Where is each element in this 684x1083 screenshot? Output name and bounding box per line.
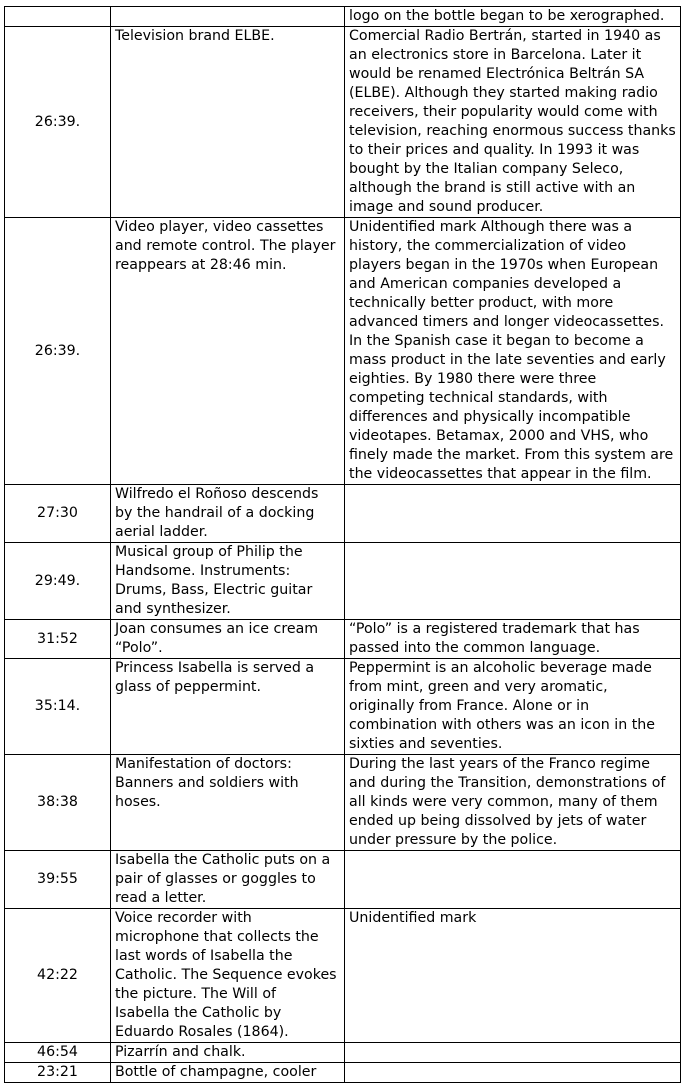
scene-cell: Pizarrín and chalk.: [111, 1043, 345, 1063]
table-row: [5, 620, 681, 659]
note-cell: [345, 1043, 681, 1063]
timecode-cell: 42:22: [5, 909, 111, 1043]
timecode-cell: 39:55: [5, 851, 111, 909]
note-cell: Peppermint is an alcoholic beverage made from mint, green and very aromatic, originally from France. Alone or in combination with others was an icon in the sixties and seventies.: [345, 659, 681, 755]
timecode-cell: 26:39.: [5, 27, 111, 218]
table-row: [5, 909, 681, 1043]
timecode-cell: 23:21: [5, 1063, 111, 1083]
table-row: [5, 218, 681, 485]
scene-cell: Isabella the Catholic puts on a pair of glasses or goggles to read a letter.: [111, 851, 345, 909]
scene-cell: [111, 7, 345, 27]
scene-cell: Manifestation of doctors: Banners and soldiers with hoses.: [111, 755, 345, 851]
scene-cell: Bottle of champagne, cooler: [111, 1063, 345, 1083]
scene-cell: Musical group of Philip the Handsome. Instruments: Drums, Bass, Electric guitar and synthesizer.: [111, 543, 345, 620]
table-row: [5, 485, 681, 543]
timecode-cell: 35:14.: [5, 659, 111, 755]
note-cell: [345, 543, 681, 620]
scene-cell: Television brand ELBE.: [111, 27, 345, 218]
note-cell: logo on the bottle began to be xerographed.: [345, 7, 681, 27]
timecode-cell: 46:54: [5, 1043, 111, 1063]
table-row: [5, 543, 681, 620]
timecode-cell: 26:39.: [5, 218, 111, 485]
table-row: [5, 851, 681, 909]
note-cell: Comercial Radio Bertrán, started in 1940 as an electronics store in Barcelona. Later it would be renamed Electrónica Beltrán SA (ELBE). Although they started making radio receivers, their popularity would come with television, reaching enormous success thanks to their prices and quality. In 1993 it was bought by the Italian company Seleco, although the brand is still active with an image and sound producer.: [345, 27, 681, 218]
note-cell: During the last years of the Franco regime and during the Transition, demonstrations of all kinds were very common, many of them ended up being dissolved by jets of water under pressure by the police.: [345, 755, 681, 851]
note-cell: Unidentified mark: [345, 909, 681, 1043]
table-row: [5, 659, 681, 755]
timecode-cell: 38:38: [5, 755, 111, 851]
scene-cell: Princess Isabella is served a glass of peppermint.: [111, 659, 345, 755]
table-row: [5, 1043, 681, 1063]
timecode-cell: 29:49.: [5, 543, 111, 620]
timecode-cell: [5, 7, 111, 27]
table-row: [5, 7, 681, 27]
note-cell: [345, 851, 681, 909]
timecode-cell: 27:30: [5, 485, 111, 543]
timecode-cell: 31:52: [5, 620, 111, 659]
table-row: [5, 27, 681, 218]
table-row: [5, 755, 681, 851]
props-table: [4, 6, 681, 1083]
note-cell: Unidentified mark Although there was a history, the commercialization of video players began in the 1970s when European and American companies developed a technically better product, with more advanced timers and longer videocassettes. In the Spanish case it began to become a mass product in the late seventies and early eighties. By 1980 there were three competing technical standards, with differences and physically incompatible videotapes. Betamax, 2000 and VHS, who finely made the market. From this system are the videocassettes that appear in the film.: [345, 218, 681, 485]
note-cell: “Polo” is a registered trademark that has passed into the common language.: [345, 620, 681, 659]
scene-cell: Joan consumes an ice cream “Polo”.: [111, 620, 345, 659]
scene-cell: Wilfredo el Roñoso descends by the handrail of a docking aerial ladder.: [111, 485, 345, 543]
scene-cell: Video player, video cassettes and remote control. The player reappears at 28:46 min.: [111, 218, 345, 485]
note-cell: [345, 485, 681, 543]
scene-cell: Voice recorder with microphone that collects the last words of Isabella the Catholic. The Sequence evokes the picture. The Will of Isabella the Catholic by Eduardo Rosales (1864).: [111, 909, 345, 1043]
